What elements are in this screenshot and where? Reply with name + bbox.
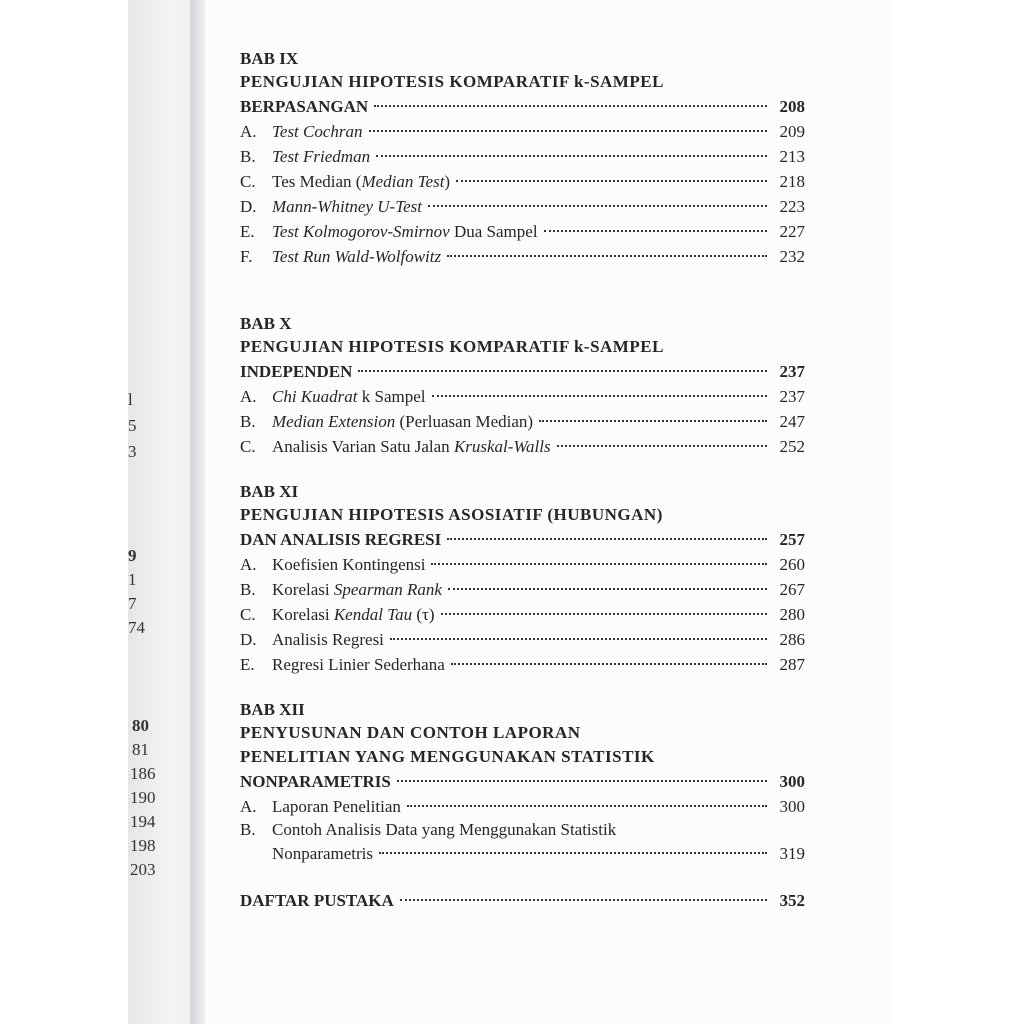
item-text <box>272 794 401 819</box>
chapter-label: BAB XII <box>240 700 305 719</box>
leader-dots <box>447 255 767 257</box>
item-text-part: k Sampel <box>357 387 426 406</box>
toc-chapter <box>240 699 805 866</box>
item-letter: E. <box>240 655 255 674</box>
chapter-title-last-line: INDEPENDEN <box>240 362 353 381</box>
section-spacer <box>240 459 805 481</box>
leader-dots <box>451 663 767 665</box>
leader-dots <box>456 180 767 182</box>
page-number: 287 <box>779 655 805 674</box>
chapter-label: BAB XI <box>240 482 299 501</box>
toc-item[interactable] <box>240 552 805 577</box>
item-text <box>272 244 441 269</box>
item-text-part: Test Run Wald-Wolfowitz <box>272 247 442 266</box>
leader-dots <box>557 445 767 447</box>
page-number: 227 <box>779 222 805 241</box>
leader-dots <box>447 538 767 540</box>
leader-dots <box>376 155 767 157</box>
item-letter: A. <box>240 122 257 141</box>
chapter-title: PENELITIAN YANG MENGGUNAKAN STATISTIK <box>240 747 655 766</box>
toc-item[interactable] <box>240 602 805 627</box>
chapter-title: PENGUJIAN HIPOTESIS ASOSIATIF (HUBUNGAN) <box>240 505 663 524</box>
item-text-part: Chi Kuadrat <box>272 387 358 406</box>
item-letter: C. <box>240 172 256 191</box>
item-text-part: Dua Sampel <box>449 222 538 241</box>
item-text-part: Test Friedman <box>272 147 371 166</box>
item-text <box>272 434 551 459</box>
page-number: 267 <box>779 580 805 599</box>
table-of-contents <box>240 48 805 913</box>
item-text-part: Test Kolmogorov-Smirnov <box>272 222 450 241</box>
leader-dots <box>390 638 767 640</box>
item-text <box>272 169 450 194</box>
left-page-number: 7 <box>128 594 137 613</box>
item-text-part: Mann-Whitney U-Test <box>272 197 422 216</box>
item-letter: E. <box>240 222 255 241</box>
toc-item[interactable] <box>240 577 805 602</box>
chapter-title-last-line: NONPARAMETRIS <box>240 772 391 791</box>
item-letter: B. <box>240 147 256 166</box>
toc-bibliography-entry[interactable] <box>240 888 805 913</box>
leader-dots <box>428 205 767 207</box>
item-text <box>272 819 616 841</box>
left-page-number: 198 <box>130 836 156 855</box>
chapter-title-entry[interactable] <box>240 359 805 384</box>
item-text <box>272 119 363 144</box>
chapter-title-last-line: DAN ANALISIS REGRESI <box>240 530 442 549</box>
toc-item[interactable] <box>240 194 805 219</box>
item-text <box>272 144 370 169</box>
item-letter: B. <box>240 580 256 599</box>
toc-item[interactable] <box>240 244 805 269</box>
item-text <box>272 652 445 677</box>
left-page-number: 74 <box>128 618 145 637</box>
item-text <box>272 194 422 219</box>
item-text <box>272 602 435 627</box>
item-text <box>272 409 533 434</box>
toc-item-continuation <box>240 841 805 866</box>
item-text-part: Test Cochran <box>272 122 363 141</box>
chapter-label: BAB IX <box>240 49 299 68</box>
page-number: 237 <box>779 387 805 406</box>
item-letter: D. <box>240 630 257 649</box>
left-page-number: 81 <box>132 740 149 759</box>
item-text-part: Median Extension <box>272 412 396 431</box>
toc-item[interactable] <box>240 119 805 144</box>
toc-item[interactable] <box>240 627 805 652</box>
bibliography-label: DAFTAR PUSTAKA <box>240 891 394 910</box>
page-number: 257 <box>779 530 805 549</box>
item-text <box>272 219 538 244</box>
left-page-number: 203 <box>130 860 156 879</box>
item-text-part: Laporan Penelitian <box>272 797 401 816</box>
toc-item[interactable] <box>240 652 805 677</box>
section-spacer <box>240 677 805 699</box>
chapter-title-entry[interactable] <box>240 94 805 119</box>
item-text-part: Regresi Linier Sederhana <box>272 655 445 674</box>
toc-item[interactable] <box>240 144 805 169</box>
toc-chapter <box>240 48 805 269</box>
leader-dots <box>544 230 767 232</box>
item-letter: B. <box>240 820 256 839</box>
item-text <box>272 552 425 577</box>
chapter-title: PENYUSUNAN DAN CONTOH LAPORAN <box>240 723 581 742</box>
item-text-part: (τ) <box>412 605 435 624</box>
page-number: 352 <box>779 891 805 910</box>
chapter-label: BAB X <box>240 314 292 333</box>
item-text-part: Analisis Varian Satu Jalan <box>272 437 454 456</box>
leader-dots <box>397 780 767 782</box>
left-page-number: 80 <box>132 716 149 735</box>
toc-item[interactable] <box>240 794 805 819</box>
section-spacer <box>240 866 805 888</box>
left-page-number: 9 <box>128 546 137 565</box>
toc-item[interactable] <box>240 409 805 434</box>
item-text <box>272 577 442 602</box>
page-number: 286 <box>779 630 805 649</box>
leader-dots <box>369 130 767 132</box>
toc-item[interactable] <box>240 219 805 244</box>
page-number: 300 <box>779 772 805 791</box>
item-letter: A. <box>240 555 257 574</box>
left-page-number: 190 <box>130 788 156 807</box>
page-number: 232 <box>779 247 805 266</box>
page-number: 300 <box>779 797 805 816</box>
page-number: 252 <box>779 437 805 456</box>
item-text-part: (Perluasan Median) <box>395 412 534 431</box>
leader-dots <box>374 105 767 107</box>
page-number: 247 <box>779 412 805 431</box>
left-page-edge <box>128 0 198 1024</box>
page-number: 208 <box>779 97 805 116</box>
leader-dots <box>407 805 767 807</box>
leader-dots <box>441 613 767 615</box>
item-letter: F. <box>240 247 253 266</box>
item-letter: A. <box>240 387 257 406</box>
page-number: 319 <box>779 844 805 863</box>
leader-dots <box>432 395 768 397</box>
toc-chapter <box>240 313 805 459</box>
chapter-title-last-line: BERPASANGAN <box>240 97 369 116</box>
left-page-number: 194 <box>130 812 156 831</box>
left-page-number: 186 <box>130 764 156 783</box>
item-text <box>272 384 426 409</box>
page-number: 209 <box>779 122 805 141</box>
item-text-part: Kruskal-Walls <box>453 437 551 456</box>
item-letter: C. <box>240 605 256 624</box>
page-number: 213 <box>779 147 805 166</box>
page-number: 260 <box>779 555 805 574</box>
left-page-number: 1 <box>128 570 137 589</box>
item-text-part: Spearman Rank <box>333 580 442 599</box>
toc-item-first-line <box>240 819 805 841</box>
item-text-part: Contoh Analisis Data yang Menggunakan Statistik <box>272 820 617 839</box>
left-page-number: l <box>128 390 133 409</box>
chapter-title-entry[interactable] <box>240 527 805 552</box>
leader-dots <box>400 899 767 901</box>
item-text <box>272 627 384 652</box>
toc-chapter <box>240 481 805 677</box>
toc-item[interactable] <box>240 169 805 194</box>
item-text-part: Korelasi <box>272 605 334 624</box>
item-text-part: Kendal Tau <box>333 605 413 624</box>
left-page-number: 3 <box>128 442 137 461</box>
item-text-part: Analisis Regresi <box>272 630 384 649</box>
background <box>893 0 1024 1024</box>
toc-item[interactable] <box>240 384 805 409</box>
item-text: Nonparametris <box>272 844 374 863</box>
item-text-part: Tes Median ( <box>272 172 362 191</box>
toc-item[interactable] <box>240 819 805 866</box>
item-letter: A. <box>240 797 257 816</box>
item-letter: B. <box>240 412 256 431</box>
leader-dots <box>431 563 767 565</box>
leader-dots <box>448 588 767 590</box>
leader-dots <box>379 852 767 854</box>
section-spacer <box>240 269 805 313</box>
item-text-part: Koefisien Kontingensi <box>272 555 426 574</box>
page-number: 218 <box>779 172 805 191</box>
left-page-number: 5 <box>128 416 137 435</box>
page-number: 237 <box>779 362 805 381</box>
chapter-title-entry[interactable] <box>240 769 805 794</box>
item-letter: D. <box>240 197 257 216</box>
item-text-part: ) <box>444 172 451 191</box>
page-number: 223 <box>779 197 805 216</box>
leader-dots <box>358 370 767 372</box>
page-number: 280 <box>779 605 805 624</box>
item-text-part: Korelasi <box>272 580 334 599</box>
toc-item[interactable] <box>240 434 805 459</box>
item-text-part: Median Test <box>361 172 445 191</box>
leader-dots <box>539 420 767 422</box>
item-letter: C. <box>240 437 256 456</box>
chapter-title: PENGUJIAN HIPOTESIS KOMPARATIF k-SAMPEL <box>240 337 664 356</box>
chapter-title: PENGUJIAN HIPOTESIS KOMPARATIF k-SAMPEL <box>240 72 664 91</box>
